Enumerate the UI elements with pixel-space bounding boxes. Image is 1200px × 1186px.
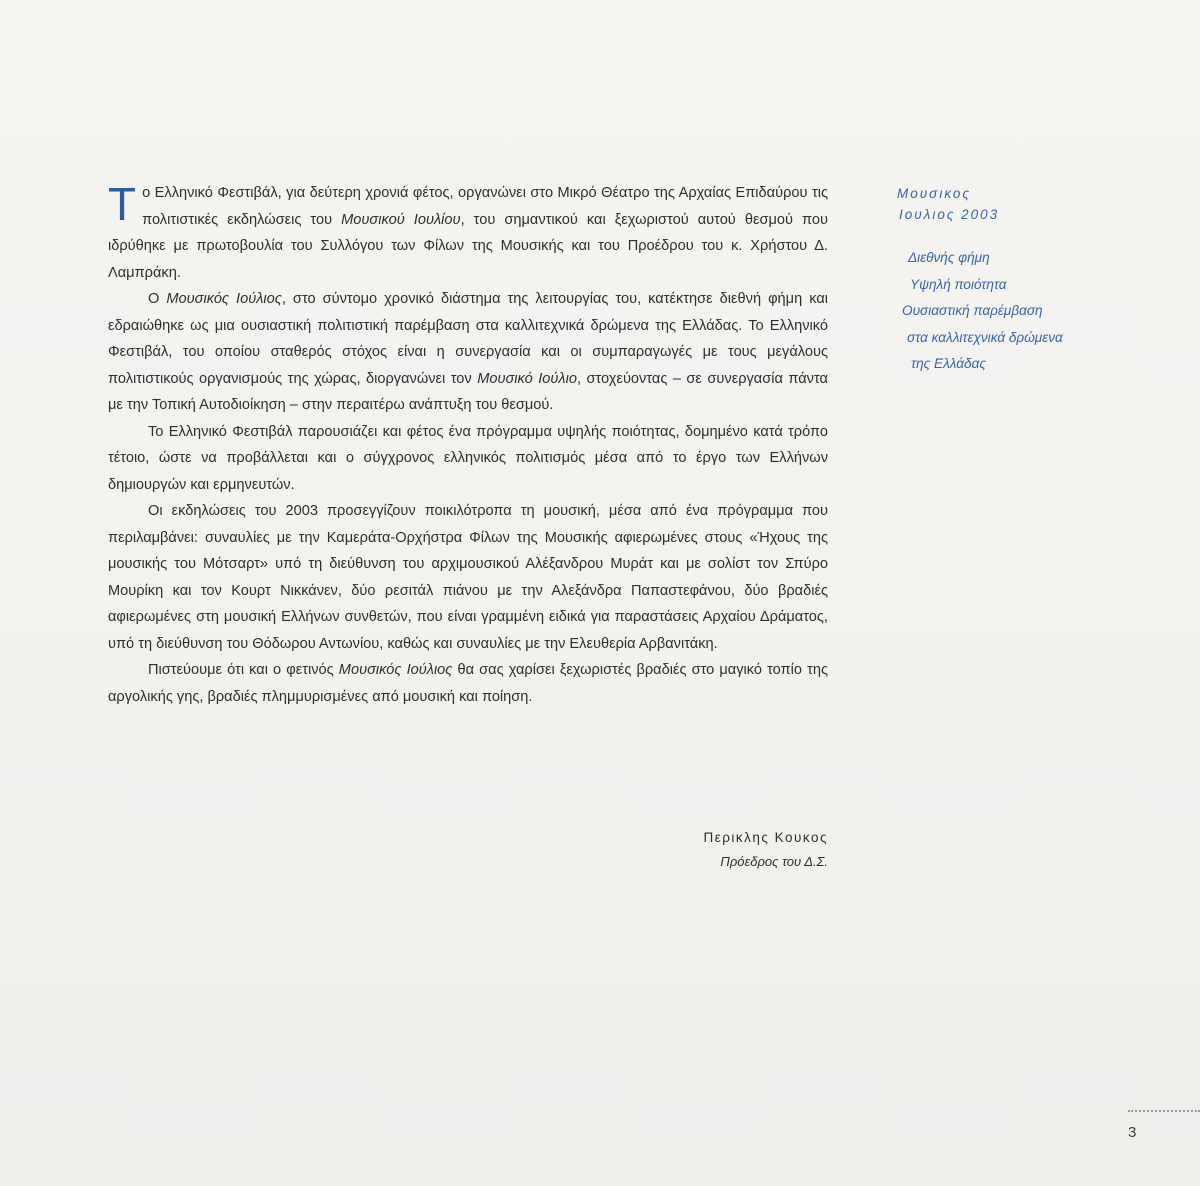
signature-role: Πρόεδρος του Δ.Σ. <box>720 854 828 869</box>
sidebar-heading-line2: Ιουλιος 2003 <box>899 207 1000 222</box>
text-run: , στοχεύοντας – σε συνεργασία πάντα με την Τοπική Αυτοδιοίκηση – στην περαιτέρω ανάπτυξη του θεσμού. <box>108 370 828 413</box>
text-run: ο Ελληνικό Φεστιβάλ, για δεύτερη χρονιά φέτος, οργανώνει στο Μικρό Θέατρο της Αρχαίας Επιδαύρου τις πολιτιστικές εκδηλώσεις του <box>142 185 828 228</box>
signature-name: Περικλης Κουκος <box>703 830 828 845</box>
italic-title-run: Μουσικού Ιουλίου <box>341 211 461 228</box>
text-run: , του σημαντικού και ξεχωριστού αυτού θεσμού που ιδρύθηκε με πρωτοβουλία του Συλλόγου των Φίλων της Μουσικής και του Προέδρου του κ. Χρήστου Δ. Λαμπράκη. <box>108 211 828 281</box>
paragraph-4 <box>108 498 828 657</box>
sidebar-item: Υψηλή ποιότητα <box>910 276 1007 292</box>
paragraph-2 <box>108 286 828 419</box>
italic-title-run: Μουσικός Ιούλιος <box>338 662 453 678</box>
sidebar <box>895 183 1125 378</box>
text-run: θα σας χαρίσει ξεχωριστές βραδιές στο μαγικό τοπίο της αργολικής γης, βραδιές πλημμυρισμένες από μουσική και ποίηση. <box>108 662 829 705</box>
signature <box>540 826 828 874</box>
sidebar-item: Ουσιαστική παρέμβαση <box>902 303 1043 318</box>
article-body <box>108 180 828 710</box>
paragraph-5 <box>108 657 828 710</box>
drop-cap: Τ <box>108 178 137 230</box>
sidebar-heading <box>895 183 1125 225</box>
paragraph-1-text <box>108 185 828 281</box>
text-run: Οι εκδηλώσεις του 2003 προσεγγίζουν ποικιλότροπα τη μουσική, μέσα από ένα πρόγραμμα που περιλαμβάνει: συναυλίες με την Καμεράτα-Ορχήστρα Φίλων της Μουσικής αφιερωμένες στους «Ήχους της μουσικής του Μότσαρτ» υπό τη διεύθυνση του αρχιμουσικού Αλέξανδρου Μυράτ και με σολίστ τον Σπύρο Μουρίκη και τον Κουρτ Νικκάνεν, δύο ρεσιτάλ πιάνου με την Αλεξάνδρα Παπαστεφάνου, δύο βραδιές αφιερωμένες στη μουσική Ελλήνων συνθετών, που είναι γραμμένη ειδικά για παραστάσεις Αρχαίου Δράματος, υπό τη διεύθυνση του Θόδωρου Αντωνίου, καθώς και συναυλίες με την Ελευθερία Αρβανιτάκη. <box>108 503 828 652</box>
paragraph-3 <box>108 419 828 499</box>
italic-title-run: Μουσικός Ιούλιος <box>166 291 282 307</box>
sidebar-item: της Ελλάδας <box>911 356 986 371</box>
sidebar-item: στα καλλιτεχνικά δρώμενα <box>907 329 1063 345</box>
paragraph-1 <box>108 180 828 286</box>
sidebar-highlights <box>895 245 1125 378</box>
italic-title-run: Μουσικό Ιούλιο <box>477 370 577 387</box>
text-run: , στο σύντομο χρονικό διάστημα της λειτουργίας του, κατέκτησε διεθνή φήμη και εδραιώθηκε ως μια ουσιαστική πολιτιστική παρέμβαση στα καλλιτεχνικά δρώμενα της Ελλάδας. Το Ελληνικό Φεστιβάλ, του οποίου σταθερός στόχος είναι η συνεργασία και οι συμπαραγωγές με τους μεγάλους πολιτιστικούς οργανισμούς της χώρας, διοργανώνει τον <box>108 291 828 387</box>
sidebar-item: Διεθνής φήμη <box>908 250 990 265</box>
text-run: Ο <box>148 291 167 307</box>
sidebar-heading-line1: Μουσικος <box>897 186 971 201</box>
text-run: Το Ελληνικό Φεστιβάλ παρουσιάζει και φέτος ένα πρόγραμμα υψηλής ποιότητας, δομημένο κατά τρόπο τέτοιο, ώστε να προβάλλεται και ο σύγχρονος ελληνικός πολιτισμός μέσα από το έργο των Ελλήνων δημιουργών και ερμηνευτών. <box>108 423 828 493</box>
text-run: Πιστεύουμε ότι και ο φετινός <box>148 662 339 678</box>
page-number: 3 <box>1128 1124 1137 1141</box>
dotted-rule <box>1128 1110 1200 1112</box>
